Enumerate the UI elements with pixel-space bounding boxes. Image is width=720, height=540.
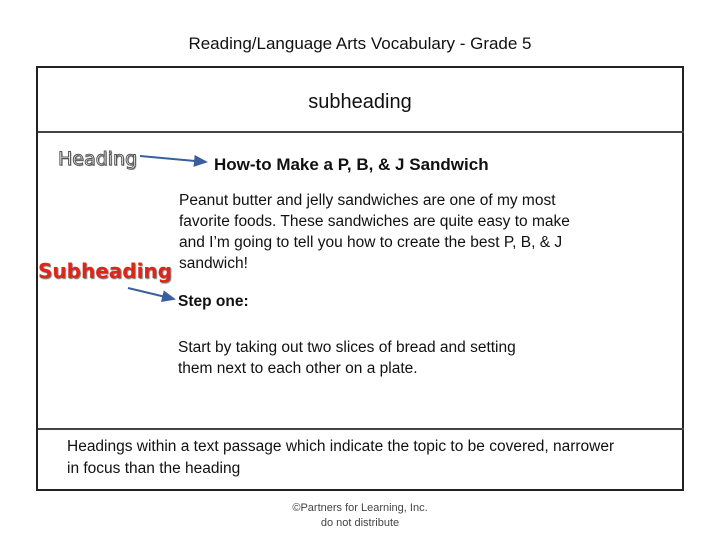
step-paragraph <box>178 337 578 379</box>
definition-line: Headings within a text passage which indicate the topic to be covered, narrower <box>67 438 615 455</box>
intro-paragraph <box>179 190 609 274</box>
term-divider <box>38 131 684 133</box>
subheading-label: Subheading <box>38 259 172 283</box>
page-title: Reading/Language Arts Vocabulary - Grade 5 <box>188 34 532 53</box>
intro-line: Peanut butter and jelly sandwiches are one of my most <box>179 192 556 209</box>
example-heading: How-to Make a P, B, & J Sandwich <box>214 155 489 174</box>
step-line: Start by taking out two slices of bread and setting <box>178 339 516 356</box>
step-line: them next to each other on a plate. <box>178 360 418 377</box>
intro-line: sandwich! <box>179 255 248 272</box>
example-subheading: Step one: <box>178 293 249 310</box>
vocabulary-term: subheading <box>308 91 412 113</box>
copyright-footer <box>0 501 720 531</box>
distribution-notice: do not distribute <box>320 517 400 529</box>
copyright-line: ©Partners for Learning, Inc. <box>292 502 428 514</box>
definition-divider <box>38 428 684 430</box>
intro-line: and I’m going to tell you how to create the best P, B, & J <box>179 234 563 251</box>
intro-line: favorite foods. These sandwiches are quite easy to make <box>179 213 570 230</box>
definition-line: in focus than the heading <box>67 460 241 477</box>
heading-label: Heading <box>58 148 138 170</box>
definition-text <box>67 436 667 480</box>
